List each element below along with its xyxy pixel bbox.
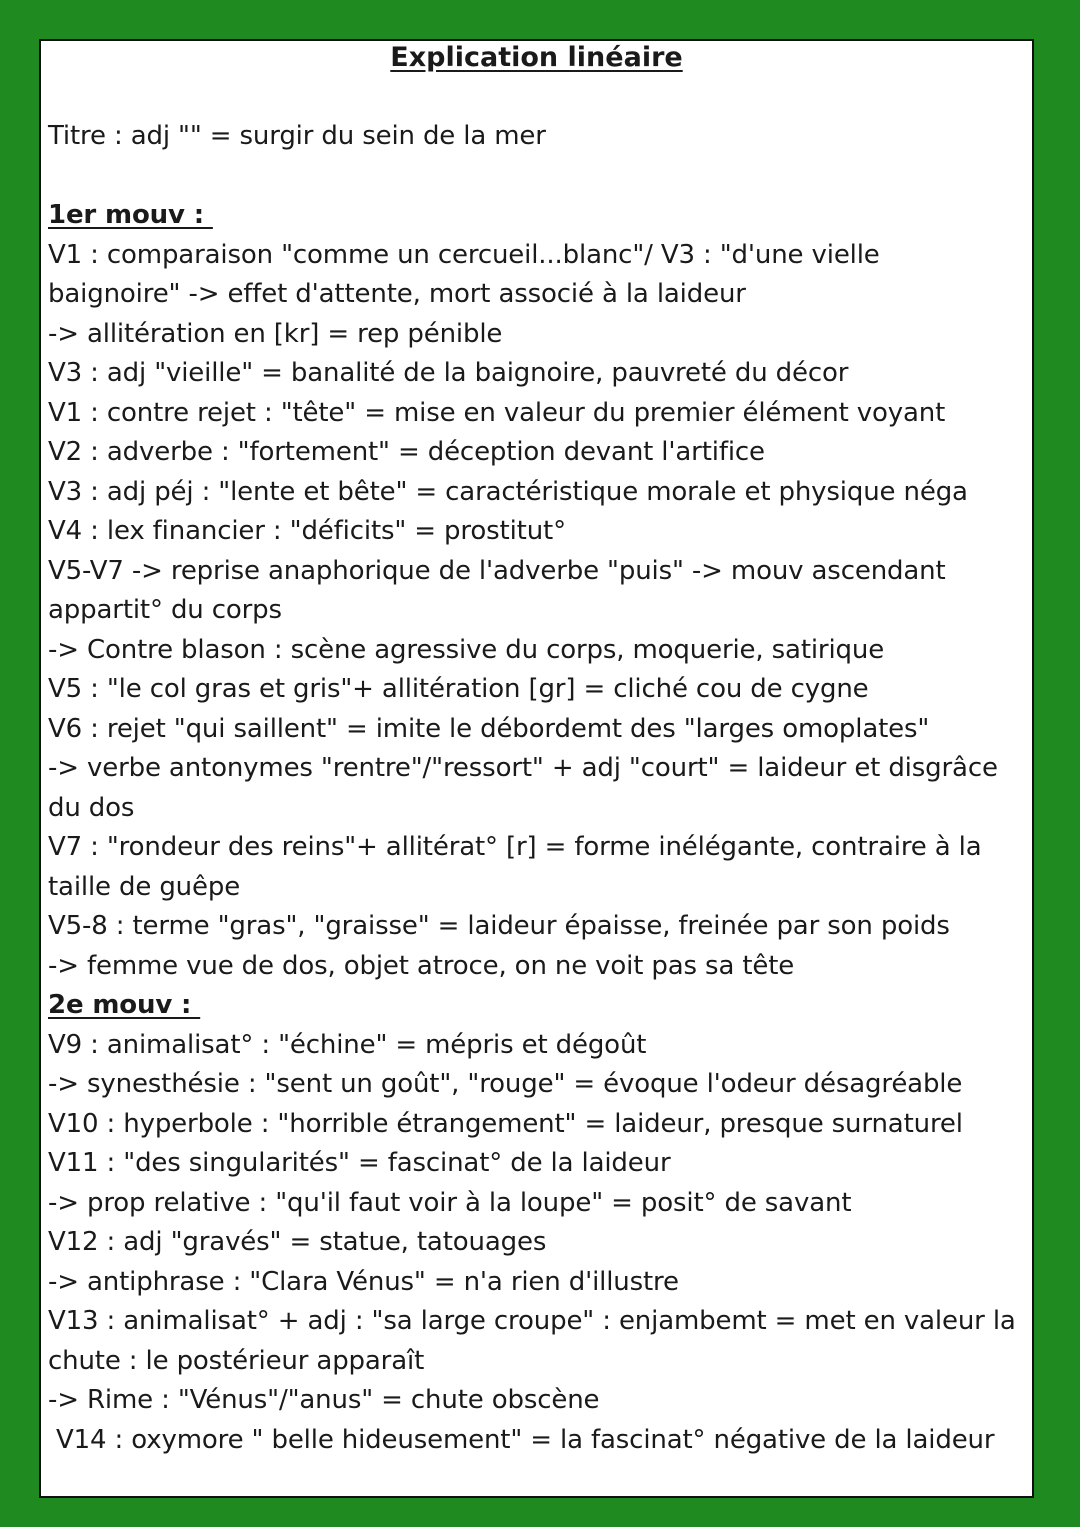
note-line: chute : le postérieur apparaît: [48, 1345, 425, 1376]
note-line: V5-8 : terme "gras", "graisse" = laideur épaisse, freinée par son poids: [48, 911, 950, 941]
note-line: V6 : rejet "qui saillent" = imite le débordemt des "larges omoplates": [48, 713, 930, 744]
spacer: [48, 157, 1028, 197]
title-line: Titre : adj "" = surgir du sein de la mer: [48, 121, 546, 151]
note-line: -> Rime : "Vénus"/"anus" = chute obscène: [48, 1385, 600, 1415]
note-line: V13 : animalisat° + adj : "sa large croupe" : enjambemt = met en valeur la: [48, 1306, 1016, 1336]
note-line: V5 : "le col gras et gris"+ allitération [gr] = cliché cou de cygne: [48, 674, 869, 704]
note-line: -> antiphrase : "Clara Vénus" = n'a rien d'illustre: [48, 1266, 679, 1297]
note-line: V9 : animalisat° : "échine" = mépris et dégoût: [48, 1029, 647, 1060]
note-line: V1 : contre rejet : "tête" = mise en valeur du premier élément voyant: [48, 397, 946, 428]
section-heading-1: [48, 196, 1028, 236]
section-heading-2: [48, 986, 1028, 1026]
note-line: du dos: [48, 792, 135, 823]
section-2-heading: 2e mouv :: [48, 990, 201, 1020]
note-line: V5-V7 -> reprise anaphorique de l'adverbe "puis" -> mouv ascendant: [48, 555, 946, 586]
note-line: -> synesthésie : "sent un goût", "rouge" = évoque l'odeur désagréable: [48, 1069, 963, 1099]
note-line: taille de guêpe: [48, 871, 241, 902]
note-line: V1 : comparaison "comme un cercueil...blanc"/ V3 : "d'une vielle: [48, 239, 880, 270]
note-line: baignoire" -> effet d'attente, mort associé à la laideur: [48, 279, 746, 309]
note-sheet: [39, 39, 1034, 1498]
note-line: -> femme vue de dos, objet atroce, on ne voit pas sa tête: [48, 950, 795, 981]
section-1-heading: 1er mouv :: [48, 200, 213, 230]
note-line: V12 : adj "gravés" = statue, tatouages: [48, 1227, 547, 1257]
note-line: V3 : adj péj : "lente et bête" = caractéristique morale et physique néga: [48, 476, 968, 507]
note-line: V14 : oxymore " belle hideusement" = la fascinat° négative de la laideur: [56, 1424, 995, 1455]
note-line: -> verbe antonymes "rentre"/"ressort" + adj "court" = laideur et disgrâce: [48, 753, 998, 783]
note-line: V11 : "des singularités" = fascinat° de la laideur: [48, 1148, 671, 1178]
note-body: [48, 117, 1028, 1460]
note-line: V7 : "rondeur des reins"+ allitérat° [r] = forme inélégante, contraire à la: [48, 832, 982, 862]
page-title: Explication linéaire: [390, 42, 683, 73]
note-line: -> Contre blason : scène agressive du corps, moquerie, satirique: [48, 634, 885, 665]
note-line: V2 : adverbe : "fortement" = déception devant l'artifice: [48, 437, 765, 467]
note-line: -> prop relative : "qu'il faut voir à la loupe" = posit° de savant: [48, 1187, 852, 1218]
note-line: appartit° du corps: [48, 595, 282, 625]
note-line: V4 : lex financier : "déficits" = prostitut°: [48, 516, 566, 546]
note-line: V10 : hyperbole : "horrible étrangement" = laideur, presque surnaturel: [48, 1108, 963, 1139]
note-line: -> allitération en [kr] = rep pénible: [48, 318, 503, 349]
note-line: V3 : adj "vieille" = banalité de la baignoire, pauvreté du décor: [48, 358, 849, 388]
